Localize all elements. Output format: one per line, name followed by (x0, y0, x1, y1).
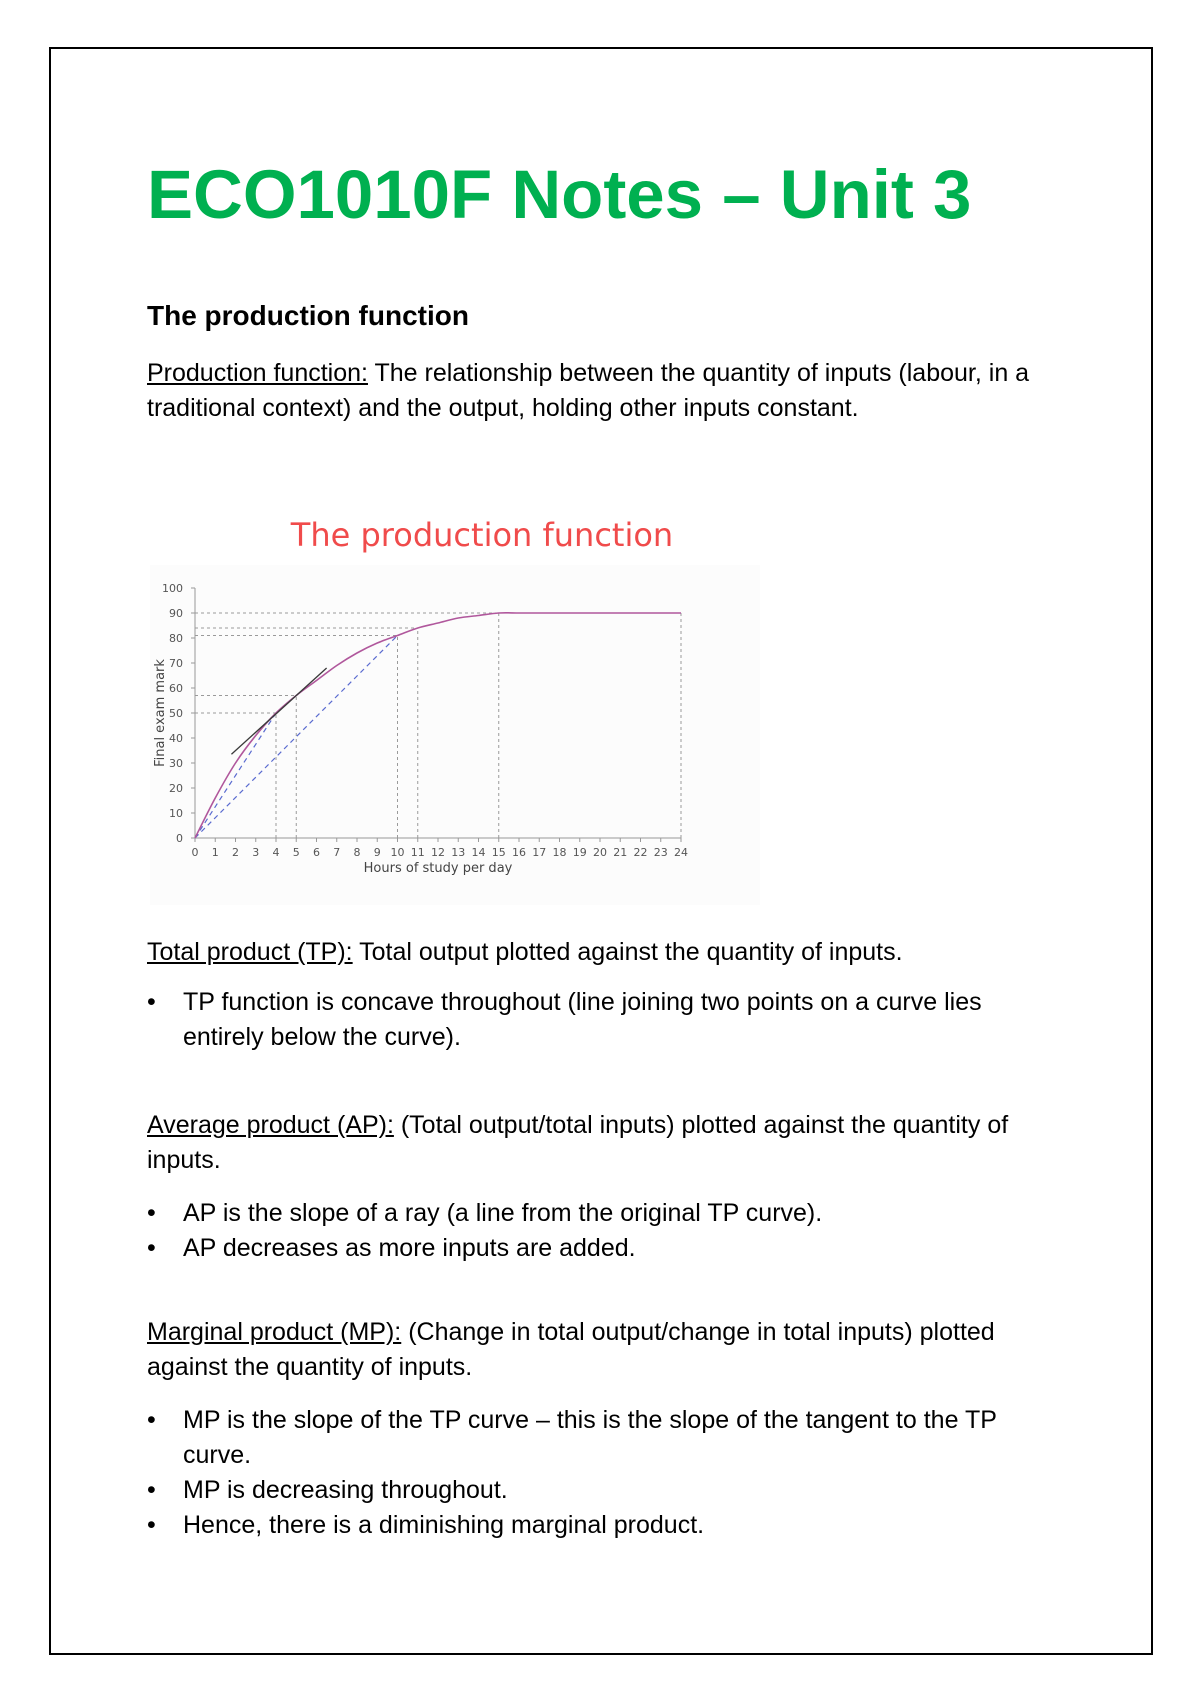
x-tick-label: 15 (491, 846, 506, 859)
total-product-text: Total output plotted against the quantity of inputs. (352, 938, 903, 966)
total-product-term: Total product (TP): (147, 938, 353, 966)
x-tick-label: 9 (373, 846, 381, 859)
y-tick-label: 90 (169, 607, 183, 620)
chart-title: The production function (290, 516, 674, 554)
x-tick-label: 14 (471, 846, 486, 859)
document-title: ECO1010F Notes – Unit 3 (147, 156, 972, 233)
x-tick-label: 11 (410, 846, 425, 859)
marginal-product-text: (Change in total output/change in total inputs) plotted against the quantity of inputs. (147, 1318, 995, 1381)
x-tick-label: 10 (390, 846, 405, 859)
x-tick-label: 19 (572, 846, 587, 859)
production-function-chart (150, 505, 760, 905)
list-item: • MP is the slope of the TP curve – this is the slope of the tangent to the TP curve. (147, 1403, 1047, 1473)
list-item: • AP is the slope of a ray (a line from the original TP curve). (147, 1196, 1047, 1231)
x-tick-label: 2 (232, 846, 239, 859)
x-tick-label: 4 (272, 846, 280, 859)
x-tick-label: 6 (313, 846, 320, 859)
x-tick-label: 23 (653, 846, 668, 859)
x-tick-label: 12 (431, 846, 445, 859)
list-item: • AP decreases as more inputs are added. (147, 1231, 1047, 1266)
y-tick-label: 10 (169, 807, 183, 820)
y-tick-label: 100 (162, 582, 183, 595)
x-tick-label: 13 (451, 846, 466, 859)
x-tick-label: 7 (333, 846, 341, 859)
x-tick-label: 5 (292, 846, 300, 859)
x-tick-label: 21 (613, 846, 628, 859)
y-tick-label: 40 (169, 732, 183, 745)
list-item: • Hence, there is a diminishing marginal product. (147, 1508, 1047, 1543)
total-product-bullets (147, 985, 1047, 1055)
x-tick-label: 18 (552, 846, 567, 859)
marginal-product-term: Marginal product (MP): (147, 1318, 402, 1346)
x-tick-label: 16 (512, 846, 526, 859)
x-tick-label: 20 (593, 846, 607, 859)
y-tick-label: 60 (169, 682, 183, 695)
section-heading: The production function (147, 300, 469, 331)
y-tick-label: 20 (169, 782, 183, 795)
y-tick-label: 70 (169, 657, 183, 670)
y-tick-label: 0 (176, 832, 183, 845)
y-tick-label: 80 (169, 632, 183, 645)
x-axis-label: Hours of study per day (363, 861, 513, 876)
x-tick-label: 0 (191, 846, 199, 859)
list-item: • MP is decreasing throughout. (147, 1473, 1047, 1508)
average-product-bullets (147, 1196, 1047, 1266)
x-tick-label: 24 (674, 846, 688, 859)
marginal-product-definition (147, 1315, 1047, 1385)
x-tick-label: 3 (252, 846, 260, 859)
average-product-definition (147, 1108, 1047, 1178)
chart-svg (150, 505, 760, 905)
x-tick-label: 8 (353, 846, 361, 859)
list-item: • TP function is concave throughout (line joining two points on a curve lies entirely below the curve). (147, 985, 1047, 1055)
production-function-text: The relationship between the quantity of inputs (labour, in a traditional context) and the output, holding other inputs constant. (147, 359, 1030, 422)
y-tick-label: 50 (169, 707, 183, 720)
production-function-term: Production function: (147, 359, 368, 387)
x-tick-label: 1 (211, 846, 219, 859)
x-tick-label: 17 (532, 846, 547, 859)
average-product-text: (Total output/total inputs) plotted against the quantity of inputs. (147, 1111, 1009, 1174)
x-tick-label: 22 (633, 846, 648, 859)
average-product-term: Average product (AP): (147, 1111, 394, 1139)
production-function-definition (147, 356, 1047, 426)
total-product-definition (147, 935, 1047, 970)
y-tick-label: 30 (169, 757, 183, 770)
y-axis-label: Final exam mark (153, 659, 168, 767)
marginal-product-bullets (147, 1403, 1047, 1543)
